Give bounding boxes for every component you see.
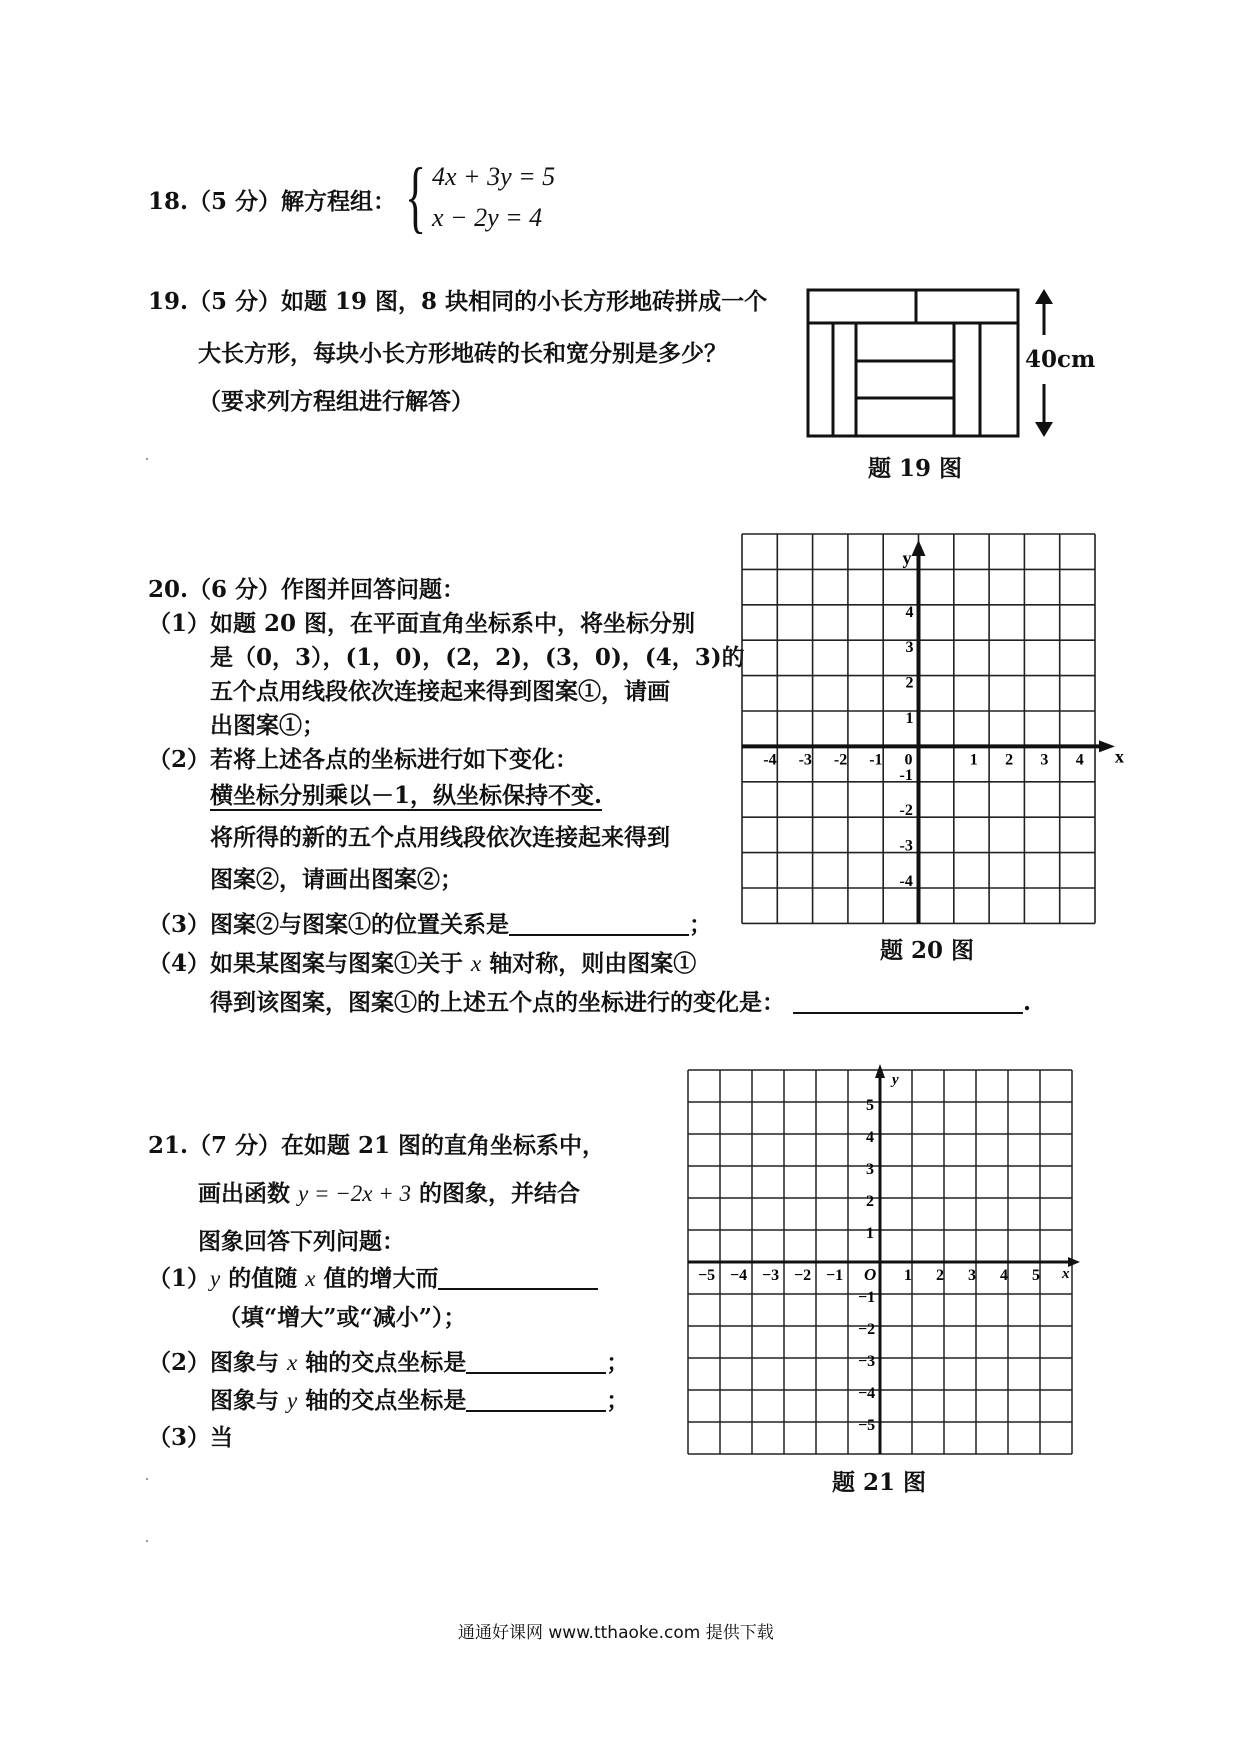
q21-p1-answer-blank[interactable] <box>438 1266 598 1290</box>
q18-equation-1: 4x + 3y = 5 <box>432 162 556 191</box>
q20-caption: 题 20 图 <box>880 937 975 964</box>
q21-p2b-answer-blank[interactable] <box>466 1388 606 1412</box>
y-tick-label: 3 <box>866 1161 874 1178</box>
q20-number: 20. <box>148 576 189 603</box>
x-axis-label: x <box>1062 1266 1070 1282</box>
q19-number: 19. <box>148 288 189 315</box>
q20-p1-line-4: 出图案①； <box>210 712 325 739</box>
x-tick-label: 1 <box>969 751 978 769</box>
y-tick-label: 3 <box>905 639 914 657</box>
y-tick-label: -3 <box>899 837 913 855</box>
q20-p4-text-2: 得到该图案，图案①的上述五个点的坐标进行的变化是： <box>210 989 785 1016</box>
q21-text-1: 在如题 21 图的直角坐标系中， <box>281 1132 606 1159</box>
x-tick-label: 2 <box>1005 751 1014 769</box>
q21-line-3: 图象回答下列问题： <box>198 1228 405 1255</box>
x-tick-label: -3 <box>798 751 812 769</box>
x-tick-label: 4 <box>1075 751 1084 769</box>
x-axis-label: x <box>1115 746 1124 767</box>
q20-p3-end: ； <box>689 911 713 938</box>
x-tick-label: -4 <box>763 751 777 769</box>
q21-p1-x: x <box>305 1266 316 1291</box>
x-tick-label: −5 <box>698 1267 716 1284</box>
q19-line-3: （要求列方程组进行解答） <box>198 388 474 415</box>
y-tick-label: -4 <box>899 873 913 890</box>
x-tick-label: -2 <box>833 751 848 769</box>
y-tick-label: 1 <box>866 1225 874 1242</box>
q21-p1 <box>148 1266 598 1290</box>
x-tick-label: −4 <box>730 1267 748 1284</box>
q19-text-1: 如题 19 图，8 块相同的小长方形地砖拼成一个 <box>281 288 768 315</box>
y-tick-label: -2 <box>899 802 913 820</box>
y-tick-label: −3 <box>858 1353 876 1370</box>
q21-p2-answer-blank[interactable] <box>466 1350 606 1374</box>
q21-p1-text-c: 值的增大而 <box>315 1265 439 1292</box>
x-tick-label: −1 <box>826 1267 844 1284</box>
q20-p4-answer-blank[interactable] <box>793 990 1023 1014</box>
q21-line-2 <box>198 1182 580 1205</box>
q21-p1-text-b: 的值随 <box>220 1265 306 1292</box>
x-tick-label: -1 <box>869 751 883 769</box>
q20-p2-line-4: 图案②，请画出图案②； <box>210 866 463 893</box>
q20-p3 <box>148 912 712 936</box>
scan-dot <box>146 458 148 460</box>
scan-dot <box>146 1540 148 1542</box>
q21-line-1 <box>148 1134 605 1157</box>
q20-p4-text-a: （4）如果某图案与图案①关于 <box>148 950 472 977</box>
q18-brace: { <box>405 153 427 241</box>
q19-caption: 题 19 图 <box>868 455 963 482</box>
q21-caption: 题 21 图 <box>832 1469 927 1496</box>
q20-p4-text-b: 轴对称，则由图案① <box>481 950 697 977</box>
x-tick-label: 3 <box>968 1267 976 1284</box>
q20-title: 作图并回答问题： <box>281 576 466 603</box>
y-tick-label: 1 <box>905 710 914 727</box>
q18-equation-2: x − 2y = 4 <box>432 203 543 232</box>
q18-text: 解方程组： <box>281 188 397 215</box>
y-tick-label: −1 <box>858 1289 876 1306</box>
y-axis-label: y <box>902 548 912 568</box>
q20-p1-line-2: 是（0，3），(1，0)，(2，2)，(3，0)，(4，3)的 <box>210 644 745 671</box>
q21-p2 <box>148 1350 629 1374</box>
q21-p3: （3）当 <box>148 1424 234 1451</box>
footer-text: 通通好课网 www.tthaoke.com 提供下载 <box>458 1623 774 1643</box>
q18-stem <box>148 190 396 213</box>
q19-outer-rectangle <box>808 290 1018 436</box>
q19-line-2: 大长方形，每块小长方形地砖的长和宽分别是多少？ <box>198 340 727 367</box>
q21-p2b <box>210 1388 629 1412</box>
q20-coordinate-grid[interactable] <box>738 530 1124 930</box>
q20-p2-line-1: （2）若将上述各点的坐标进行如下变化： <box>148 746 579 773</box>
q21-p2-x: x <box>287 1350 298 1375</box>
q21-p1-hint: （填“增大”或“减小”）； <box>218 1304 467 1331</box>
q21-p1-label: （1） <box>148 1265 211 1292</box>
x-tick-label: 2 <box>936 1267 944 1284</box>
q21-coordinate-grid[interactable] <box>680 1058 1080 1450</box>
q20-p3-text: （3）图案②与图案①的位置关系是 <box>148 911 510 938</box>
q21-p2b-end: ； <box>606 1387 630 1414</box>
q20-p2-line-3: 将所得的新的五个点用线段依次连接起来得到 <box>210 824 670 851</box>
q21-p2-text-b: 轴的交点坐标是 <box>297 1349 467 1376</box>
y-axis-arrow <box>912 540 926 556</box>
x-tick-label: 0 <box>904 751 913 769</box>
q20-p4-line-2 <box>210 990 1031 1014</box>
y-tick-label: −4 <box>858 1385 876 1402</box>
y-tick-label: 5 <box>866 1097 874 1114</box>
q20-p1-line-3: 五个点用线段依次连接起来得到图案①，请画 <box>210 678 670 705</box>
q20-stem <box>148 578 465 601</box>
y-tick-label: 2 <box>866 1193 874 1210</box>
q21-points: （7 分） <box>188 1132 282 1159</box>
q19-points: （5 分） <box>188 288 282 315</box>
y-axis-label: y <box>892 1072 899 1088</box>
q20-p4-variable: x <box>471 951 482 976</box>
q19-dimension-label: 40cm <box>1025 346 1096 373</box>
y-tick-label: 2 <box>905 674 914 692</box>
q18-number: 18. <box>148 188 189 215</box>
q21-p2b-text-b: 轴的交点坐标是 <box>297 1387 467 1414</box>
q21-text-2b: 的图象，并结合 <box>411 1180 581 1207</box>
x-tick-label: 4 <box>1000 1267 1008 1284</box>
q21-p1-y: y <box>210 1266 221 1291</box>
q20-points: （6 分） <box>188 576 282 603</box>
q21-p2-end: ； <box>606 1349 630 1376</box>
q19-dim-arrow-up <box>1035 289 1053 304</box>
q18-points: （5 分） <box>188 188 282 215</box>
y-axis-arrow <box>875 1064 885 1078</box>
x-axis-arrow <box>1068 1257 1080 1267</box>
y-tick-label: −2 <box>858 1321 876 1338</box>
q19-line-1 <box>148 290 767 313</box>
q21-text-2a: 画出函数 <box>198 1180 299 1207</box>
x-tick-label: −2 <box>794 1267 812 1284</box>
q19-dim-arrow-down <box>1035 422 1053 437</box>
q20-p2-line-2: 横坐标分别乘以－1，纵坐标保持不变. <box>210 782 603 809</box>
q21-p2b-text-a: 图象与 <box>210 1387 288 1414</box>
x-tick-label: −3 <box>762 1267 780 1284</box>
q21-p2-text-a: （2）图象与 <box>148 1349 288 1376</box>
x-tick-label: 5 <box>1032 1267 1040 1284</box>
scan-dot <box>146 1478 148 1480</box>
y-tick-label: 4 <box>905 603 914 621</box>
origin-label: O <box>864 1265 877 1284</box>
x-tick-label: 1 <box>904 1267 912 1284</box>
q21-function: y = −2x + 3 <box>298 1181 411 1206</box>
q20-p1-line-1: （1）如题 20 图，在平面直角坐标系中，将坐标分别 <box>148 610 696 637</box>
q21-number: 21. <box>148 1132 189 1159</box>
x-axis-arrow <box>1099 740 1115 752</box>
y-tick-label: −5 <box>858 1417 876 1434</box>
x-tick-label: 3 <box>1040 751 1049 769</box>
q20-p4-line-1 <box>148 952 696 975</box>
y-tick-label: 4 <box>866 1129 874 1146</box>
q21-p2b-y: y <box>287 1388 298 1413</box>
y-tick-label: -1 <box>899 766 913 784</box>
q20-p4-end: . <box>1023 989 1032 1016</box>
q20-p3-answer-blank[interactable] <box>509 912 689 936</box>
